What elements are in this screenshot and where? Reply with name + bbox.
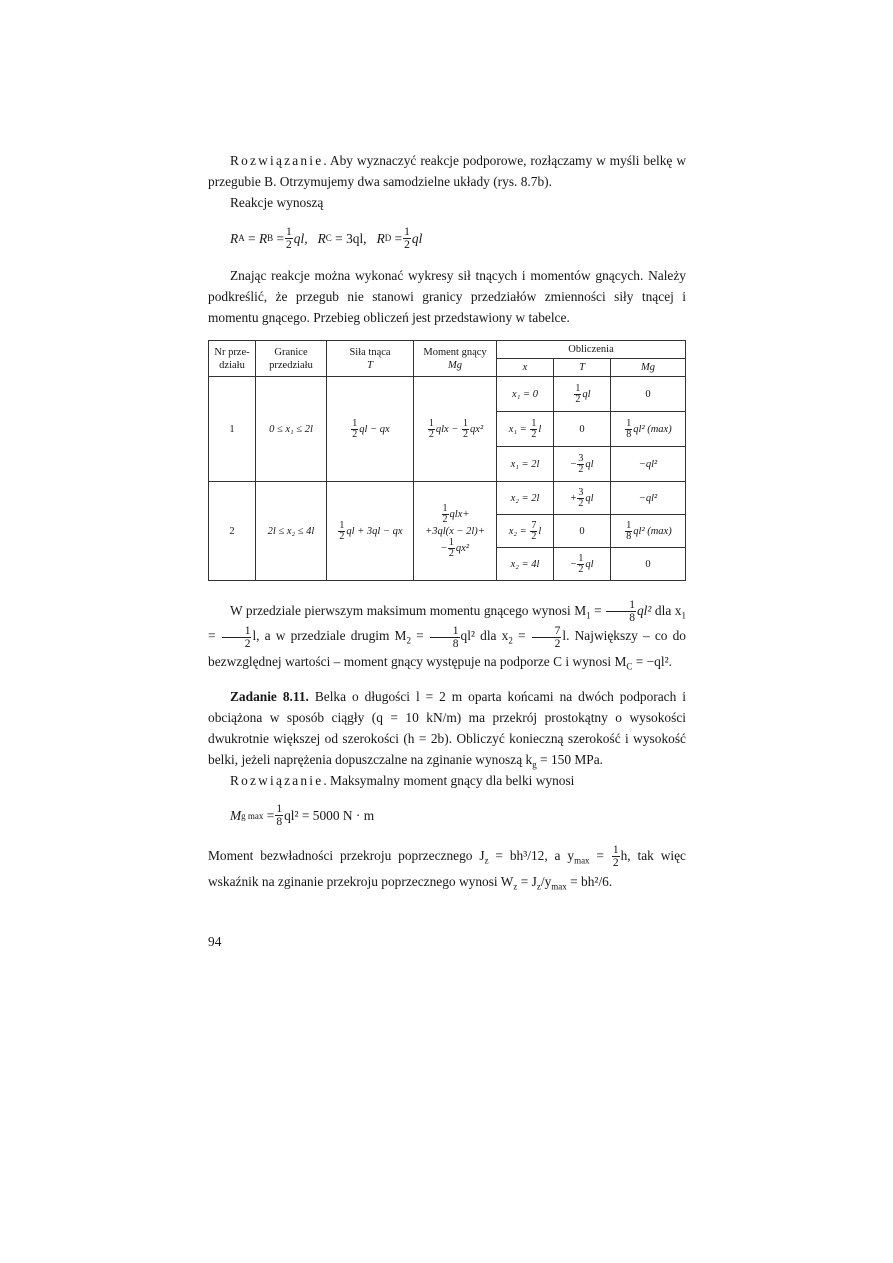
header-sila: Siła tnąca T (327, 341, 414, 377)
r2-moment: $\frac{1}{2}$ qlx+ +3ql(x − 2l)+ − $\frac{1}{2}$ qx² (414, 482, 497, 581)
table-cell: 0 (611, 548, 686, 581)
paragraph-maxima: W przedziale pierwszym maksimum momentu gnącego wynosi $M_1$ = $\frac{1}{8}$ ql² dla $x_1$ = $\frac{1}{2}$ l, a w przedziale drugim $M_2$ = $\frac{1}{8}$ ql² dla $x_2$ = $\frac{7}{2}$ l. Największy – co do bezwzględnej wartości – moment gnący występuje na podporze C i wynosi $M_C = -ql^2$. (208, 599, 687, 672)
table-cell: x₂ = 2l (497, 482, 554, 515)
table-cell: 0 (554, 515, 611, 548)
table-cell: x₁ = 2l (497, 447, 554, 482)
r2-granice: 2l ≤ x₂ ≤ 4l (256, 482, 327, 581)
table-cell: − $\frac{3}{2}$ ql (554, 447, 611, 482)
solution-label: Rozwiązanie (230, 153, 324, 168)
r2-nr: 2 (209, 482, 256, 581)
table-cell: x₁ = 0 (497, 377, 554, 412)
table-cell: $\frac{1}{2}$ ql (554, 377, 611, 412)
header-obliczenia: Obliczenia (497, 341, 686, 359)
header-mg: Mg (611, 359, 686, 377)
table-cell: −ql² (611, 447, 686, 482)
table-cell: 0 (554, 412, 611, 447)
table-cell: −ql² (611, 482, 686, 515)
header-t: T (554, 359, 611, 377)
paragraph-task: Zadanie 8.11. Belka o długości l = 2 m oparta końcami na dwóch podporach i obciążona w sposób ciągły (q = 10 kN/m) ma przekrój prostokątny o wysokości dwukrotnie większej od szerokości (h = 2b). Obliczyć konieczną szerokość i wysokość belki, jeżeli naprężenia dopuszczalne na zginanie wynoszą $k_g = 150$ MPa. (208, 688, 686, 770)
table-cell: x₁ = $\frac{1}{2}$ l (497, 412, 554, 447)
paragraph-solution-intro: Rozwiązanie. Aby wyznaczyć reakcje podporowe, rozłączamy w myśli belkę w przegubie B. Otrzymujemy dwa samodzielne układy (rys. 8.7b). (208, 153, 686, 189)
paragraph-diagrams: Znając reakcje można wykonać wykresy sił tnących i momentów gnących. Należy podkreślić, że przegub nie stanowi granicy przedziałów zmienności siły tnącej i momentu gnącego. Przebieg obliczeń jest przedstawiony w tabelce. (208, 268, 686, 325)
task-title: Zadanie 8.11. (230, 688, 309, 704)
header-granice: Granice przedziału (256, 341, 327, 377)
table-cell: x₂ = $\frac{7}{2}$ l (497, 515, 554, 548)
paragraph-reactions: Reakcje wynoszą (230, 195, 324, 210)
r1-granice: 0 ≤ x₁ ≤ 2l (256, 377, 327, 482)
header-moment: Moment gnący Mg (414, 341, 497, 377)
header-x: x (497, 359, 554, 377)
header-nr: Nr prze-działu (209, 341, 256, 377)
r1-sila: $\frac{1}{2}$ ql − qx (327, 377, 414, 482)
calculation-table (208, 340, 686, 581)
table-cell: x₂ = 4l (497, 548, 554, 581)
r1-nr: 1 (209, 377, 256, 482)
page-content (208, 150, 686, 895)
page-number: 94 (208, 934, 222, 949)
table-cell: $\frac{1}{8}$ ql² (max) (611, 515, 686, 548)
table-cell: 0 (611, 377, 686, 412)
table-cell: $\frac{1}{8}$ ql² (max) (611, 412, 686, 447)
equation-moment: M g max = $\frac{1}{8}$ ql² = 5000 N · m (230, 803, 375, 829)
table-cell: + $\frac{3}{2}$ ql (554, 482, 611, 515)
paragraph-inertia: Moment bezwładności przekroju poprzecznego $J_z = bh^3/12$, a $y_{max}$ = $\frac{1}{2}$ h, tak więc wskaźnik na zginanie przekroju poprzecznego wynosi $W_z = J_z/y_{max} = bh^2/6$. (208, 844, 686, 892)
paragraph-solution-2: Rozwiązanie. Maksymalny moment gnący dla belki wynosi (230, 772, 575, 788)
r1-moment: $\frac{1}{2}$ qlx − $\frac{1}{2}$ qx² (414, 377, 497, 482)
equation-reactions: R A = R B = 1 2 ql, R C = 3ql, R D = 1 2 ql (230, 225, 423, 251)
r2-sila: $\frac{1}{2}$ ql + 3ql − qx (327, 482, 414, 581)
table-cell: − $\frac{1}{2}$ ql (554, 548, 611, 581)
